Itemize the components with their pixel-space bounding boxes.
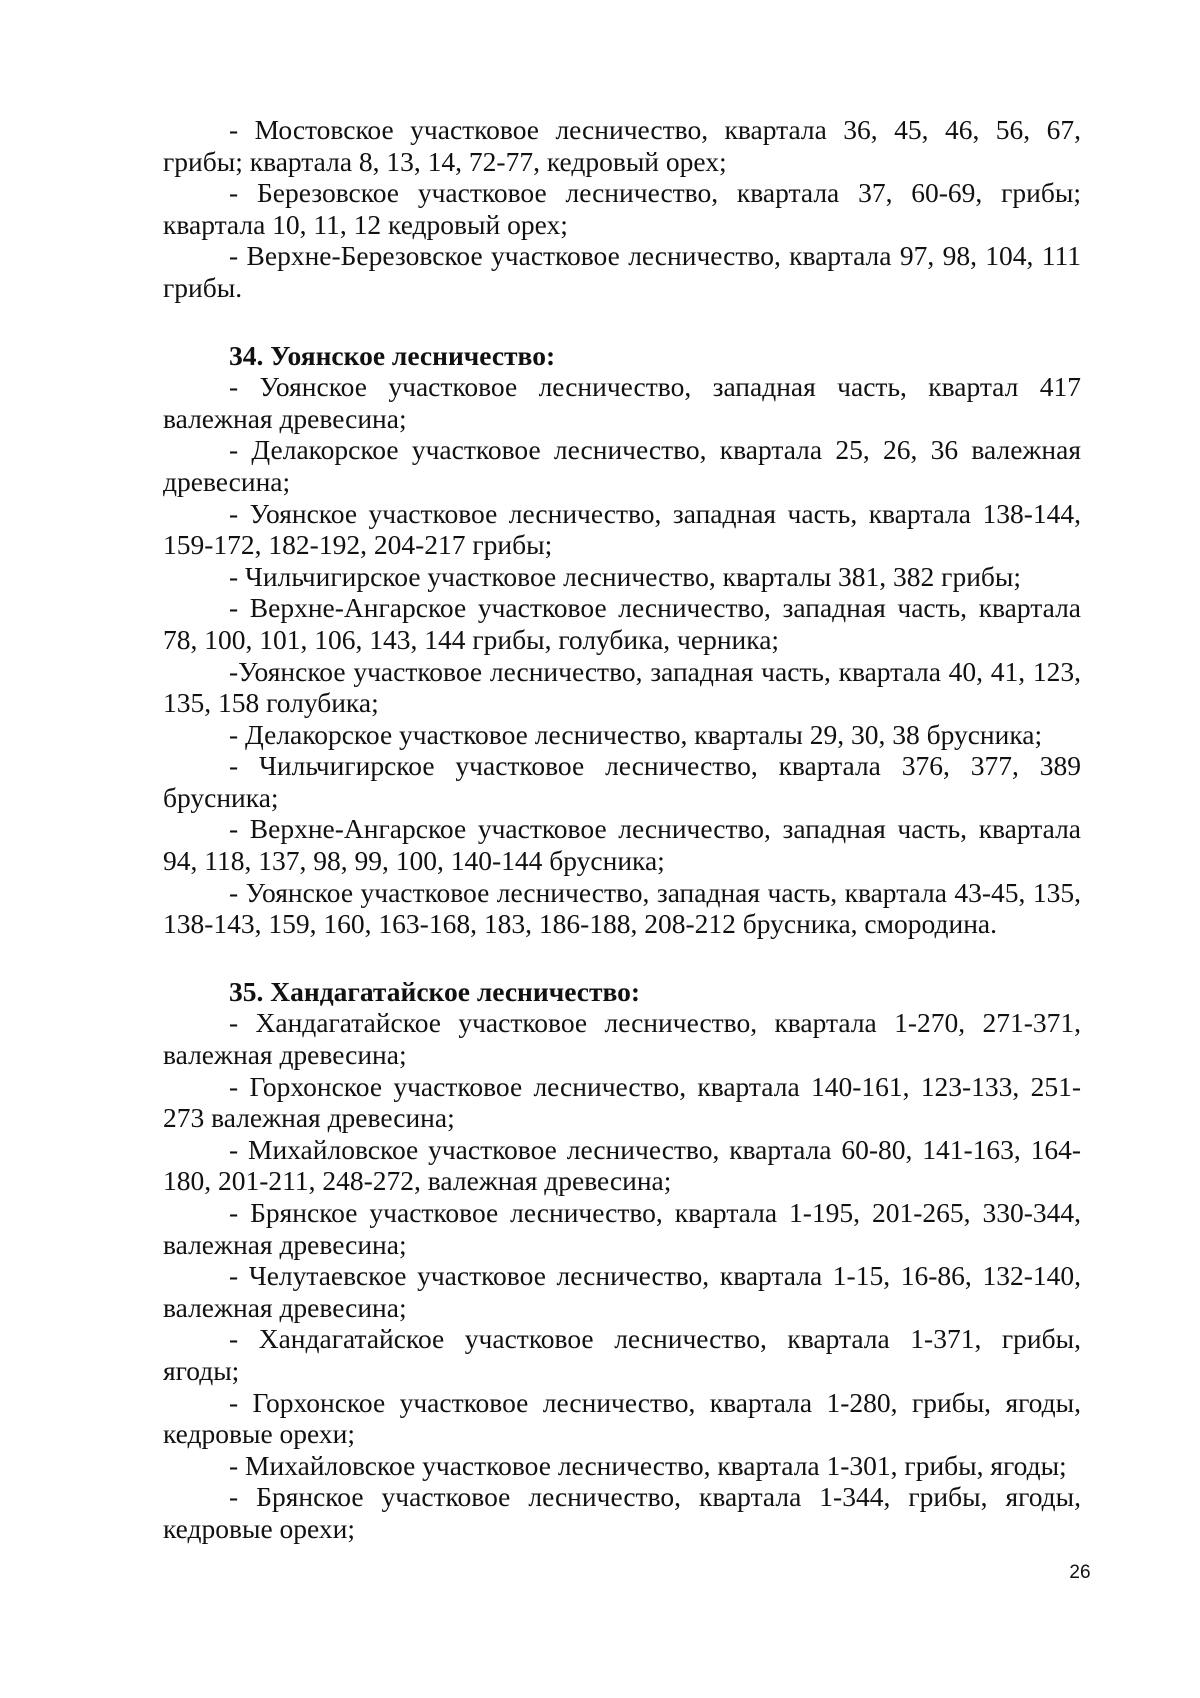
list-item: - Михайловское участковое лесничество, квартала 60-80, 141-163, 164-180, 201-211, 248-272, валежная древесина; (163, 1133, 1081, 1197)
list-item: - Уоянское участковое лесничество, западная часть, квартал 417 валежная древесина; (163, 371, 1081, 434)
list-item: - Березовское участковое лесничество, квартала 37, 60-69, грибы; квартала 10, 11, 12 кедровый орех; (163, 177, 1081, 240)
list-item: - Мостовское участковое лесничество, квартала 36, 45, 46, 56, 67, грибы; квартала 8, 13, 14, 72-77, кедровый орех; (163, 114, 1081, 177)
page-number: 26 (1069, 1562, 1091, 1583)
list-item: - Делакорское участковое лесничество, кварталы 29, 30, 38 брусника; (229, 718, 1043, 750)
list-item: -Уоянское участковое лесничество, западная часть, квартала 40, 41, 123, 135, 158 голубика; (163, 655, 1081, 719)
list-item: - Горхонское участковое лесничество, квартала 1-280, грибы, ягоды, кедровые орехи; (163, 1386, 1081, 1450)
list-item: - Брянское участковое лесничество, квартала 1-195, 201-265, 330-344, валежная древесина; (163, 1197, 1081, 1260)
section-uoyanskoe (163, 340, 1081, 940)
list-item: - Горхонское участковое лесничество, квартала 140-161, 123-133, 251-273 валежная древесина; (163, 1070, 1081, 1134)
list-item: - Хандагатайское участковое лесничество, квартала 1-371, грибы, ягоды; (163, 1323, 1081, 1386)
list-item: - Чильчигирское участковое лесничество, квартала 376, 377, 389 брусника; (163, 750, 1081, 813)
list-item: - Брянское участковое лесничество, квартала 1-344, грибы, ягоды, кедровые орехи; (163, 1481, 1081, 1544)
section-mostovskoe-continuation (163, 114, 1081, 304)
section-khandagataiskoe (163, 976, 1081, 1545)
list-item: - Верхне-Ангарское участковое лесничество, западная часть, квартала 94, 118, 137, 98, 99, 100, 140-144 брусника; (163, 813, 1081, 877)
list-item: - Верхне-Березовское участковое лесничество, квартала 97, 98, 104, 111 грибы. (163, 240, 1081, 303)
list-item: - Михайловское участковое лесничество, квартала 1-301, грибы, ягоды; (229, 1449, 1067, 1481)
list-item: - Уоянское участковое лесничество, западная часть, квартала 43-45, 135, 138-143, 159, 160, 163-168, 183, 186-188, 208-212 брусника, смородина. (163, 876, 1081, 940)
list-item: - Чильчигирское участковое лесничество, кварталы 381, 382 грибы; (229, 560, 1022, 592)
section-heading: 35. Хандагатайское лесничество: (229, 975, 641, 1007)
section-heading: 34. Уоянское лесничество: (229, 339, 556, 371)
list-item: - Хандагатайское участковое лесничество, квартала 1-270, 271-371, валежная древесина; (163, 1007, 1081, 1071)
list-item: - Делакорское участковое лесничество, квартала 25, 26, 36 валежная древесина; (163, 434, 1081, 497)
list-item: - Уоянское участковое лесничество, западная часть, квартала 138-144, 159-172, 182-192, 204-217 грибы; (163, 497, 1081, 561)
list-item: - Челутаевское участковое лесничество, квартала 1-15, 16-86, 132-140, валежная древесина; (163, 1260, 1081, 1323)
document-body (163, 114, 1081, 1545)
list-item: - Верхне-Ангарское участковое лесничество, западная часть, квартала 78, 100, 101, 106, 143, 144 грибы, голубика, черника; (163, 592, 1081, 655)
